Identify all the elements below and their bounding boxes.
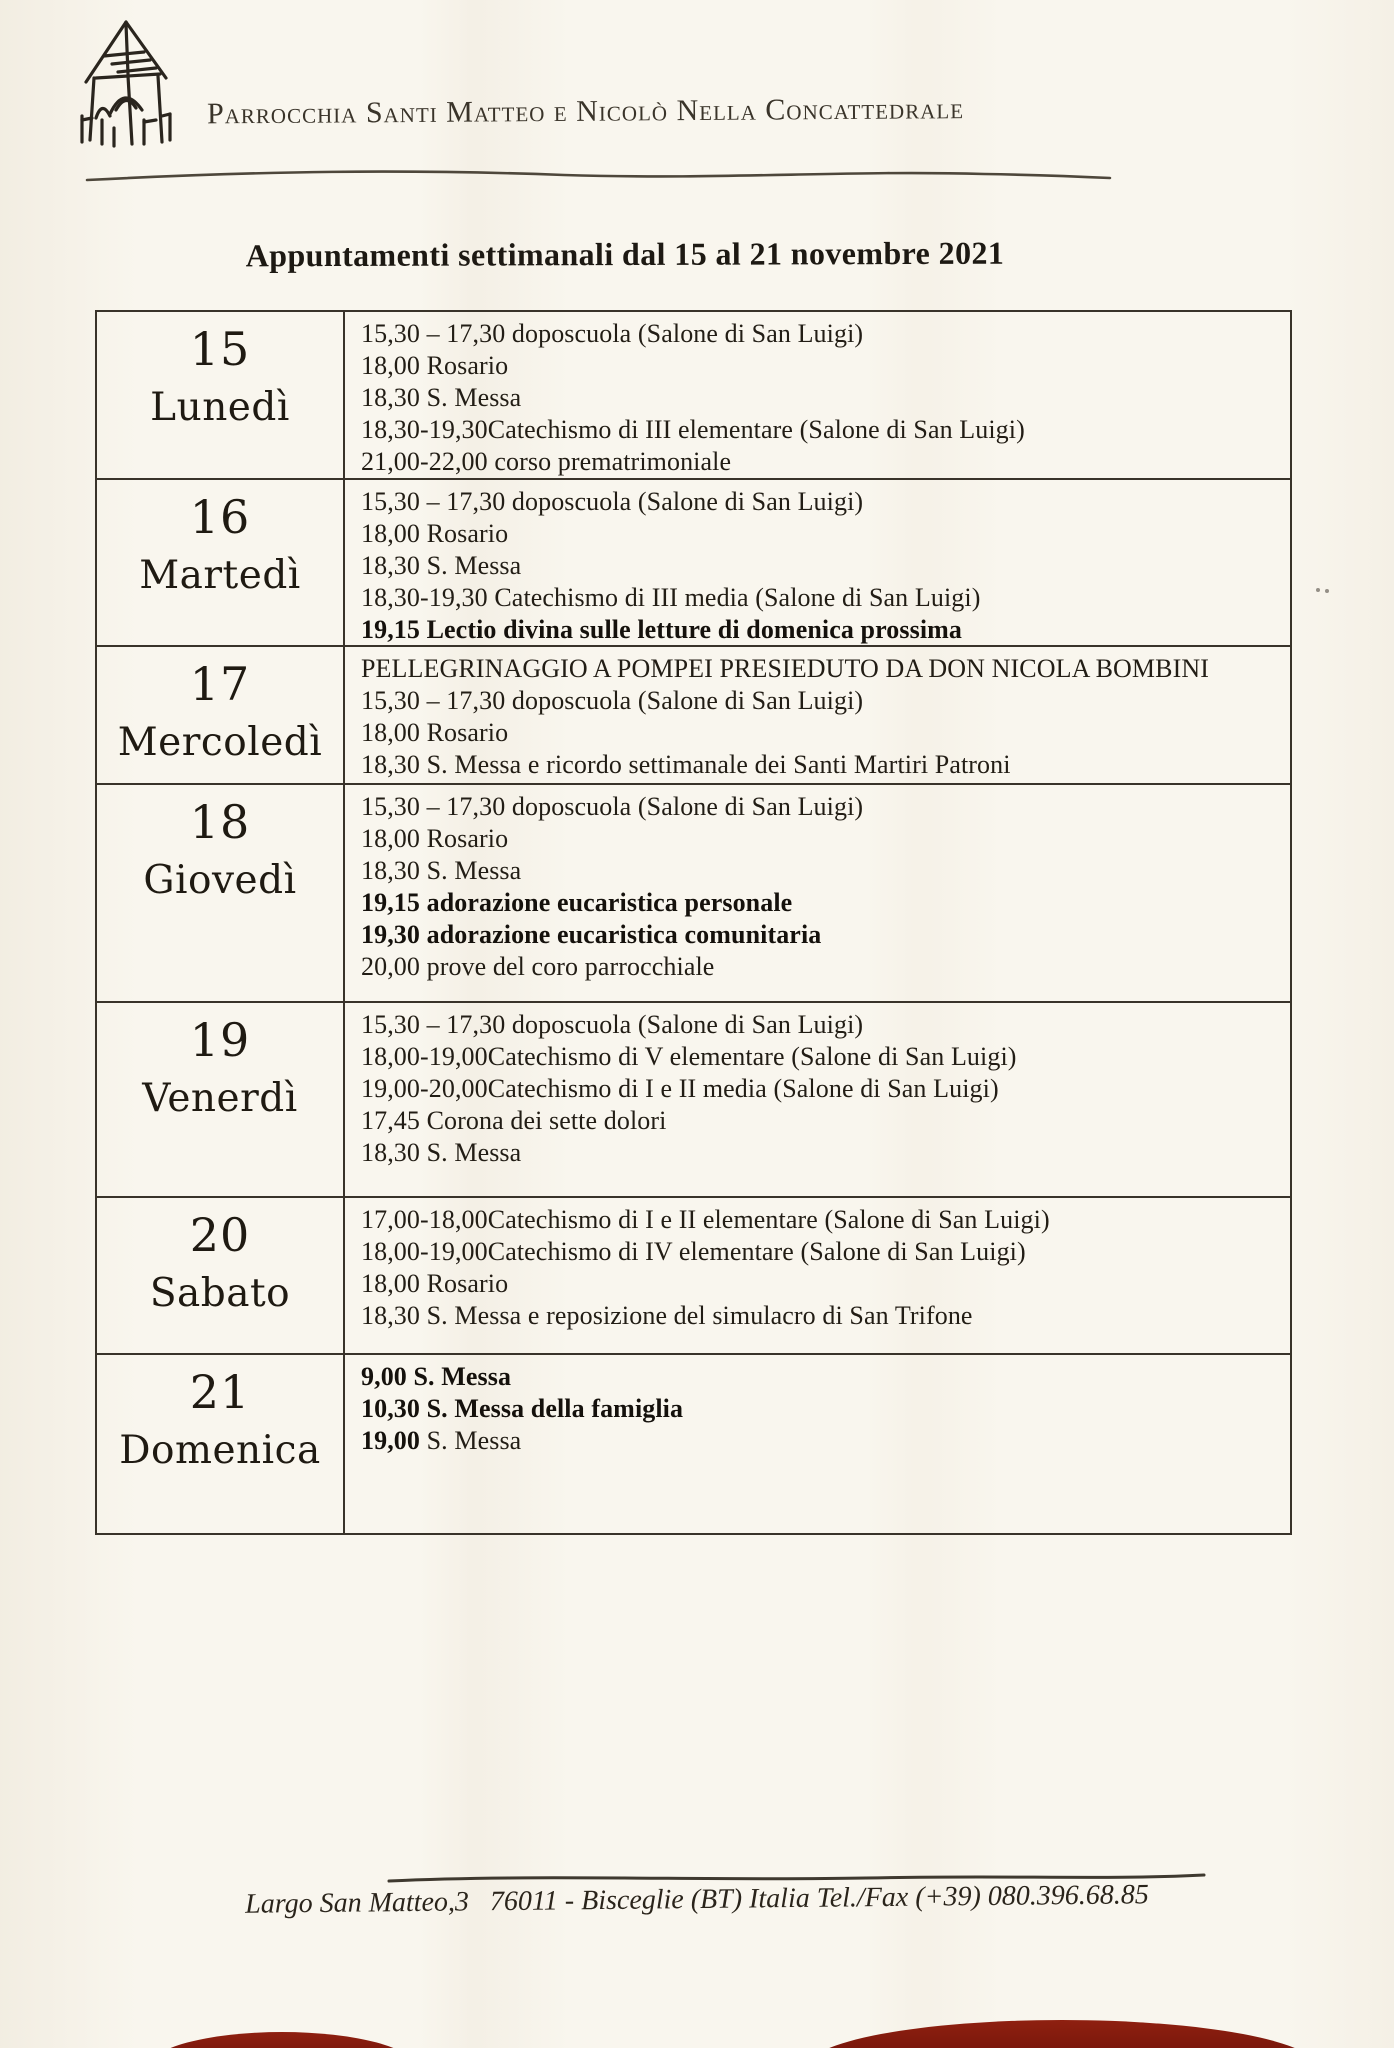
events-cell xyxy=(345,1198,1290,1353)
event-text: 18,30 S. Messa xyxy=(361,856,522,885)
event-line xyxy=(361,749,1282,781)
day-cell xyxy=(97,647,345,783)
day-number: 21 xyxy=(189,1365,251,1419)
day-number: 15 xyxy=(189,322,251,376)
event-line xyxy=(361,1393,1282,1425)
day-number: 19 xyxy=(189,1013,251,1067)
event-text: 17,00-18,00Catechismo di I e II elementare (Salone di San Luigi) xyxy=(361,1205,1050,1234)
bottom-red-shape-left xyxy=(148,2032,416,2048)
event-text: 18,00-19,00Catechismo di V elementare (Salone di San Luigi) xyxy=(361,1042,1017,1071)
event-text: 15,30 – 17,30 doposcuola (Salone di San Luigi) xyxy=(361,686,864,715)
day-name: Giovedì xyxy=(143,858,297,903)
day-row xyxy=(97,1003,1290,1198)
event-text: 18,30 S. Messa xyxy=(361,383,522,412)
event-line xyxy=(361,653,1282,685)
page-title: Appuntamenti settimanali dal 15 al 21 novembre 2021 xyxy=(245,234,1005,274)
event-text: 18,30 S. Messa xyxy=(361,1138,522,1167)
day-row xyxy=(97,312,1290,480)
day-name: Mercoledì xyxy=(117,720,323,765)
event-line xyxy=(361,550,1282,582)
events-cell xyxy=(345,312,1290,478)
event-line xyxy=(361,614,1282,645)
parish-name: Parrocchia Santi Matteo e Nicolò Nella Concattedrale xyxy=(206,92,965,131)
event-line xyxy=(361,951,1282,983)
day-row xyxy=(97,480,1290,647)
event-text: 15,30 – 17,30 doposcuola (Salone di San Luigi) xyxy=(361,792,864,821)
day-cell xyxy=(97,312,345,478)
events-cell xyxy=(345,1003,1290,1196)
event-text: PELLEGRINAGGIO A POMPEI PRESIEDUTO DA DON NICOLA BOMBINI xyxy=(361,654,1209,683)
day-row xyxy=(97,1355,1290,1533)
event-text: 19,30 adorazione eucaristica comunitaria xyxy=(361,920,822,949)
header-rule xyxy=(84,166,1114,186)
events-cell xyxy=(345,480,1290,645)
event-line xyxy=(361,1105,1282,1137)
event-text: 19,15 Lectio divina sulle letture di domenica prossima xyxy=(361,615,963,644)
event-line xyxy=(361,1073,1282,1105)
event-text: 15,30 – 17,30 doposcuola (Salone di San Luigi) xyxy=(361,487,864,516)
event-text: 17,45 Corona dei sette dolori xyxy=(361,1106,667,1135)
day-name: Martedì xyxy=(139,553,301,598)
event-line xyxy=(361,1425,1282,1457)
event-text: 18,00 Rosario xyxy=(361,1269,509,1298)
event-text: S. Messa xyxy=(426,1426,522,1455)
day-number: 16 xyxy=(189,490,251,544)
event-line xyxy=(361,350,1282,382)
event-text: 18,30-19,30Catechismo di III elementare (Salone di San Luigi) xyxy=(361,415,1025,444)
event-line xyxy=(361,1009,1282,1041)
day-name: Domenica xyxy=(119,1428,321,1473)
day-row xyxy=(97,785,1290,1003)
day-name: Lunedì xyxy=(150,385,290,430)
event-text: 18,30 S. Messa e ricordo settimanale dei Santi Martiri Patroni xyxy=(361,750,1011,779)
event-text: 18,00 Rosario xyxy=(361,519,509,548)
event-line xyxy=(361,855,1282,887)
event-text: 9,00 S. Messa xyxy=(361,1362,512,1391)
day-cell xyxy=(97,480,345,645)
day-cell xyxy=(97,1198,345,1353)
event-text: 21,00-22,00 corso prematrimoniale xyxy=(361,447,732,476)
day-number: 17 xyxy=(189,657,251,711)
event-text: 15,30 – 17,30 doposcuola (Salone di San Luigi) xyxy=(361,319,864,348)
event-text: 10,30 S. Messa della famiglia xyxy=(361,1394,684,1423)
event-line xyxy=(361,791,1282,823)
footer-address: Largo San Matteo,3 76011 - Bisceglie (BT) Italia Tel./Fax (+39) 080.396.68.85 xyxy=(245,1879,1149,1920)
event-line xyxy=(361,823,1282,855)
event-text: 18,00 Rosario xyxy=(361,824,509,853)
day-name: Sabato xyxy=(149,1271,291,1316)
event-line xyxy=(361,414,1282,446)
event-text: 19,00-20,00Catechismo di I e II media (Salone di San Luigi) xyxy=(361,1074,999,1103)
event-line xyxy=(361,318,1282,350)
day-number: 18 xyxy=(189,795,251,849)
event-text: 18,00 Rosario xyxy=(361,718,509,747)
day-row xyxy=(97,647,1290,785)
events-cell xyxy=(345,1355,1290,1533)
event-text: 19,15 adorazione eucaristica personale xyxy=(361,888,793,917)
event-line xyxy=(361,685,1282,717)
event-line xyxy=(361,1236,1282,1268)
events-cell xyxy=(345,647,1290,783)
event-line xyxy=(361,1204,1282,1236)
day-number: 20 xyxy=(189,1208,251,1262)
events-cell xyxy=(345,785,1290,1001)
stray-ink-marks xyxy=(1316,588,1320,592)
event-text: 18,30-19,30 Catechismo di III media (Salone di San Luigi) xyxy=(361,583,981,612)
event-line xyxy=(361,382,1282,414)
event-line xyxy=(361,486,1282,518)
day-row xyxy=(97,1198,1290,1355)
event-line xyxy=(361,887,1282,919)
day-cell xyxy=(97,785,345,1001)
event-line xyxy=(361,919,1282,951)
event-text: 15,30 – 17,30 doposcuola (Salone di San Luigi) xyxy=(361,1010,864,1039)
schedule-table xyxy=(95,310,1292,1535)
church-tower-logo-icon xyxy=(66,16,186,148)
bottom-red-shape-right xyxy=(806,2020,1318,2048)
event-text: 20,00 prove del coro parrocchiale xyxy=(361,952,715,981)
event-line xyxy=(361,717,1282,749)
event-line xyxy=(361,1300,1282,1332)
event-line xyxy=(361,1361,1282,1393)
event-line xyxy=(361,1137,1282,1169)
event-line xyxy=(361,446,1282,478)
day-cell xyxy=(97,1003,345,1196)
event-text: 18,30 S. Messa e reposizione del simulacro di San Trifone xyxy=(361,1301,973,1330)
event-line xyxy=(361,1041,1282,1073)
day-cell xyxy=(97,1355,345,1533)
event-line xyxy=(361,518,1282,550)
day-name: Venerdì xyxy=(142,1076,298,1121)
event-text: 19,00 xyxy=(361,1426,427,1455)
event-line xyxy=(361,1268,1282,1300)
event-text: 18,00-19,00Catechismo di IV elementare (Salone di San Luigi) xyxy=(361,1237,1026,1266)
event-text: 18,00 Rosario xyxy=(361,351,509,380)
event-line xyxy=(361,582,1282,614)
event-text: 18,30 S. Messa xyxy=(361,551,522,580)
